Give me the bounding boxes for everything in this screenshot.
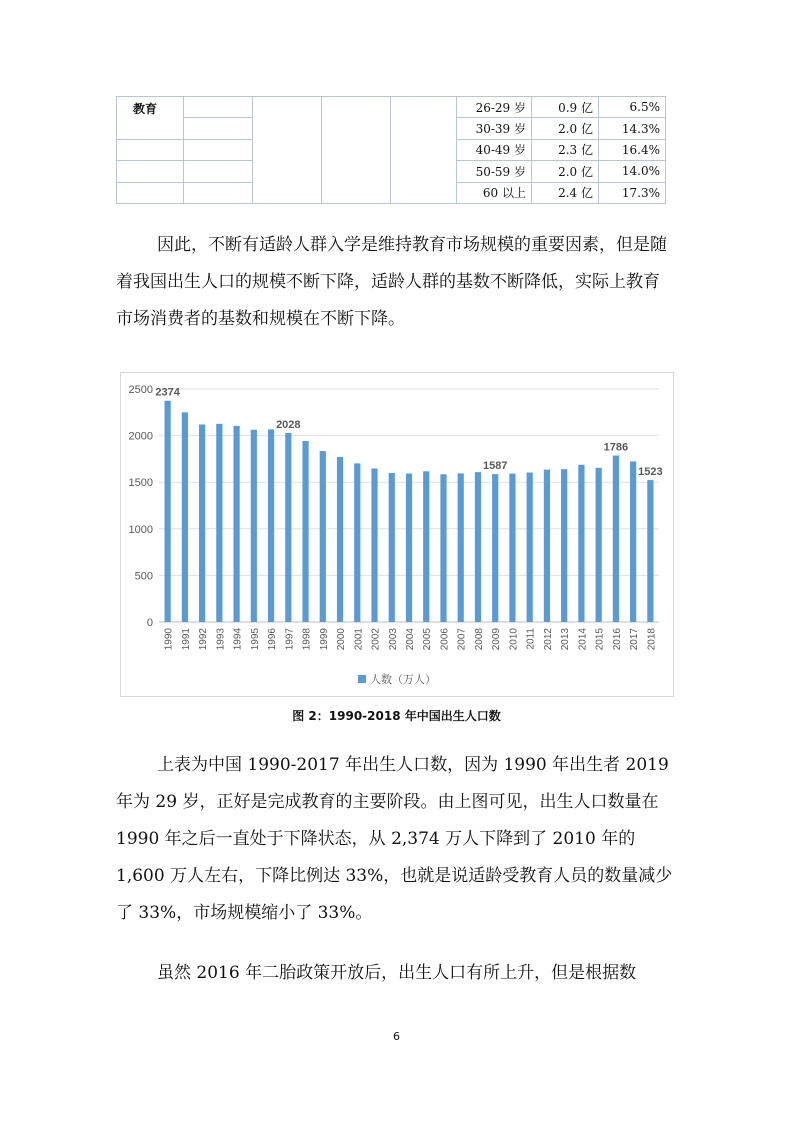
data-label: 1587 xyxy=(482,460,508,473)
x-tick-label: 2012 xyxy=(542,628,554,651)
bar xyxy=(544,470,550,622)
pct-cell: 16.4% xyxy=(599,139,666,160)
x-tick-label: 1992 xyxy=(198,628,210,651)
bar xyxy=(285,433,291,622)
x-tick-label: 2003 xyxy=(387,628,399,651)
x-tick-label: 2006 xyxy=(439,628,451,651)
x-tick-label: 2009 xyxy=(491,628,503,651)
x-tick-label: 1993 xyxy=(215,628,227,651)
pct-cell: 14.0% xyxy=(599,161,666,182)
x-tick-label: 1994 xyxy=(232,628,244,651)
bar xyxy=(337,457,343,622)
birth-population-chart xyxy=(120,372,674,697)
bar xyxy=(613,456,619,622)
age-cell: 40-49 岁 xyxy=(457,139,532,160)
x-tick-label: 2016 xyxy=(611,628,623,651)
pct-cell: 14.3% xyxy=(599,118,666,139)
x-tick-label: 1991 xyxy=(180,628,192,651)
bar xyxy=(216,424,222,622)
x-tick-label: 1990 xyxy=(163,628,175,651)
x-tick-label: 2018 xyxy=(646,628,658,651)
pct-cell: 6.5% xyxy=(599,97,666,118)
data-label: 1523 xyxy=(638,466,663,479)
bar xyxy=(165,401,171,622)
x-tick-label: 2008 xyxy=(473,628,485,651)
x-tick-label: 1999 xyxy=(318,628,330,651)
bar xyxy=(561,469,567,622)
x-tick-label: 2010 xyxy=(508,628,520,651)
bar xyxy=(268,429,274,622)
bar xyxy=(492,474,498,622)
bar xyxy=(182,412,188,622)
figure-caption: 图 2：1990-2018 年中国出生人口数 xyxy=(292,709,501,723)
x-tick-label: 2000 xyxy=(336,628,348,651)
page-number: 6 xyxy=(393,1030,400,1043)
bar xyxy=(475,472,481,622)
paragraph-3: 虽然 2016 年二胎政策开放后，出生人口有所上升，但是根据数 xyxy=(157,963,637,983)
bar xyxy=(302,441,308,622)
data-label: 2028 xyxy=(276,418,301,431)
value-cell: 0.9 亿 xyxy=(532,97,599,118)
bar xyxy=(406,474,412,622)
y-tick-label: 2000 xyxy=(128,430,153,443)
chart-legend xyxy=(121,671,673,687)
x-tick-label: 2013 xyxy=(560,628,572,651)
y-tick-label: 2500 xyxy=(128,384,153,396)
table-row xyxy=(117,97,666,118)
age-distribution-table xyxy=(116,96,666,204)
x-tick-label: 1998 xyxy=(301,628,313,651)
x-tick-label: 2001 xyxy=(353,628,365,651)
y-tick-label: 500 xyxy=(134,570,153,583)
bar xyxy=(199,425,205,622)
value-cell: 2.0 亿 xyxy=(532,118,599,139)
x-tick-label: 2005 xyxy=(422,628,434,651)
bar xyxy=(647,480,653,622)
y-tick-label: 0 xyxy=(146,617,153,629)
data-label: 1786 xyxy=(603,441,629,454)
paragraph-1: 因此，不断有适龄人群入学是维持教育市场规模的重要因素，但是随着我国出生人口的规模不断下降，适龄人群的基数不断降低，实际上教育市场消费者的基数和规模在不断下降。 xyxy=(116,235,667,329)
y-tick-label: 1500 xyxy=(128,477,153,490)
bar xyxy=(423,471,429,622)
bar xyxy=(233,426,239,622)
bar xyxy=(371,468,377,622)
bar xyxy=(578,465,584,622)
x-tick-label: 1997 xyxy=(284,628,296,651)
pct-cell: 17.3% xyxy=(599,182,666,203)
x-tick-label: 2007 xyxy=(456,628,468,651)
bar xyxy=(458,473,464,622)
table-label-cell: 教育 xyxy=(117,97,184,140)
legend-swatch xyxy=(358,675,366,683)
age-cell: 60 以上 xyxy=(457,182,532,203)
bar xyxy=(527,473,533,622)
x-tick-label: 2014 xyxy=(577,628,589,651)
bar xyxy=(251,430,257,622)
x-tick-label: 2004 xyxy=(405,628,416,651)
x-tick-label: 2011 xyxy=(525,628,537,650)
bar xyxy=(440,474,446,622)
age-cell: 26-29 岁 xyxy=(457,97,532,118)
x-tick-label: 2002 xyxy=(370,628,382,651)
y-tick-label: 1000 xyxy=(128,523,153,536)
age-cell: 50-59 岁 xyxy=(457,161,532,182)
data-label: 2374 xyxy=(155,386,180,399)
bar xyxy=(389,473,395,622)
x-tick-label: 2015 xyxy=(594,628,606,651)
x-tick-label: 1996 xyxy=(267,628,279,651)
legend-label: 人数（万人） xyxy=(370,673,436,686)
x-tick-label: 2017 xyxy=(629,628,641,651)
value-cell: 2.3 亿 xyxy=(532,139,599,160)
paragraph-2: 上表为中国 1990-2017 年出生人口数，因为 1990 年出生者 2019 年为 29 岁，正好是完成教育的主要阶段。由上图可见，出生人口数量在 1990 年之后一直处于下降状态，从 2,374 万人下降到了 2010 年的 1,600 万人左右，下降比例达 33%，也就是说适龄受教育人员的数量减少了 33%，市场规模缩小了 33%。 xyxy=(116,755,673,923)
bar xyxy=(320,451,326,622)
bar xyxy=(596,468,602,622)
x-tick-label: 1995 xyxy=(249,628,261,651)
value-cell: 2.4 亿 xyxy=(532,182,599,203)
bar xyxy=(630,461,636,622)
bar xyxy=(354,463,360,622)
bar-chart xyxy=(121,373,673,696)
age-cell: 30-39 岁 xyxy=(457,118,532,139)
value-cell: 2.0 亿 xyxy=(532,161,599,182)
bar xyxy=(509,474,515,622)
